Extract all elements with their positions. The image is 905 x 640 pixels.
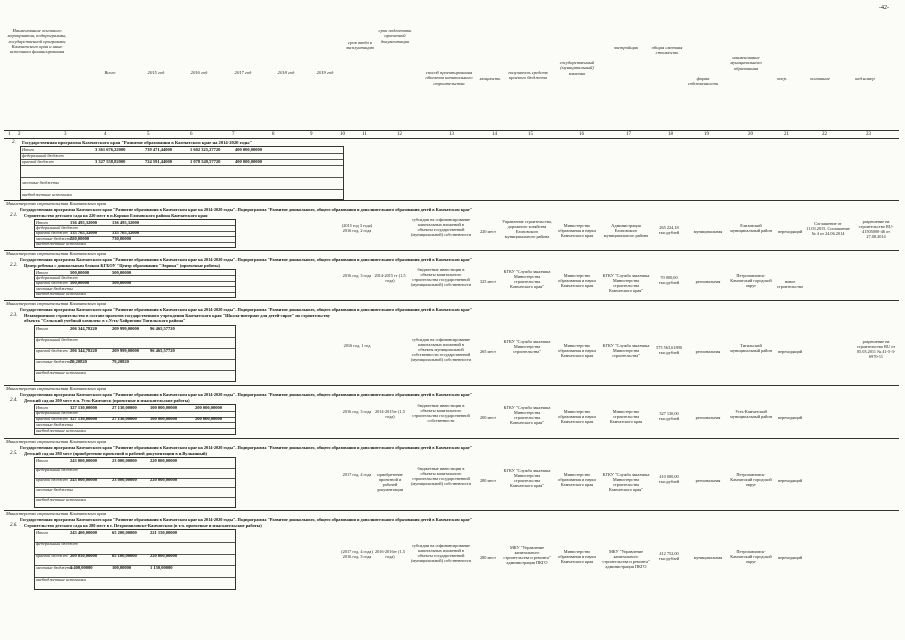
row-divider [4,250,899,251]
colnum: 8 [272,132,275,137]
fin-label-local: местные бюджеты [36,285,73,291]
developer: МКУ "Управление капитального строительства и ремонта" администрации ПКГО [602,548,650,570]
item-title: Центр ребенка с дошкольным блоком КГБОУ "Центр образования "Эврика" (проектные работы) [24,263,220,268]
fin-mb-value: 730,00000 [112,235,132,241]
fin-total-value: 27 130,00000 [112,404,137,410]
capacity: 265 мест [479,348,497,354]
colnum: 1 [8,132,11,137]
ownership-form: региональная [695,414,721,420]
fin-kb-value: 500,00000 [70,280,90,286]
fin-label-total: Итого [22,147,35,152]
item-number: 2.3. [10,313,18,318]
fin-kb-value: 243 000,00000 [70,477,97,483]
estimated-cost: 575 563,61890 тыс.рублей [656,344,682,355]
program-title: Государственная программа Камчатского края "Развитие образования в Камчатском крае на 2014-2020 годы". Подпрограмма "Развитие дошкольного, общего образования и дополнительного образования детей в Камчатском крае" [20,307,473,312]
header-c12: получатель средств краевого бюджета [508,70,548,81]
fin-label-federal: федеральный бюджет [36,467,78,473]
colnum: 13 [449,132,454,137]
operation-status: переходящий [777,414,803,420]
fin-kb-value: 209 999,00000 [112,347,139,353]
fin-label-regional: краевой бюджет [36,477,68,483]
header-c7: 2019 год [316,70,334,75]
fin-kb-value: 209 850,00000 [70,553,97,559]
operation-status: переходящий [777,348,803,354]
fin-label-total: Итого [36,219,49,225]
fin-label-total: Итого [36,325,49,331]
group-title: Министерство строительства Камчатского края [6,439,106,444]
customer: Министерство образования и науки Камчатского края [558,272,596,288]
customer: Министерство образования и науки Камчатского края [558,342,596,358]
fin-label-regional: краевой бюджет [36,230,68,236]
financing-method: субсидии на софинансирование капитальных вложений в объекты муниципальной собственности государственной (муниципальной) собственности [411,336,471,363]
estimated-cost: 70 000,00 тыс.рублей [658,274,680,285]
fin-mb-value: 1 150,00000 [150,564,173,570]
basis: Соглашение от 11.03.2015, Соглашение № 4 от 24.06.2014 [806,220,850,236]
fin-label-federal: федеральный бюджет [36,224,78,230]
header-c6: 2018 год [277,70,295,75]
fin-label-offbudget: внебюджетные источники [22,192,72,197]
header-c1: Наименование основного мероприятия, подпрограммы, государственной программы Камчатского края и иные источники финансирования [7,28,67,55]
developer: КГКУ "Служба заказчика Министерства строительства Камчатского края" [602,471,650,493]
item-number: 2.1. [10,213,18,218]
header-c16: форма собственности [687,76,719,87]
fin-kb-value: 135 765,32000 [70,230,97,236]
header-c10: способ проектирования объектов капитального строительства [425,70,473,86]
capacity: 325 мест [479,278,497,284]
program-title: Государственная программа Камчатского края "Развитие образования в Камчатском крае на 2014-2020 годы". Подпрограмма "Развитие дошкольного, общего образования и дополнительного образования детей в Камчатском крае" [20,517,473,522]
program-title: Государственная программа Камчатского края "Развитие образования в Камчатском крае на 2014-2020 годы". Подпрограмма "Развитие дошкольного, общего образования и дополнительного образования детей в Камчатском крае" [20,392,473,397]
fin-label-regional: краевой бюджет [36,553,68,559]
operation-status: переходящий [777,554,803,560]
kb-2017: 400 000,00000 [235,159,262,164]
header-c3: 2015 год [147,70,165,75]
colnum: 23 [866,132,871,137]
fin-label-regional: краевой бюджет [36,280,68,286]
fin-kb-value: 96 465,57720 [150,347,175,353]
fin-total-value: 500,00000 [70,269,90,275]
fin-total-value: 206 344,78220 [70,325,97,331]
group-title: Министерство строительства Камчатского края [6,386,106,391]
fin-label-total: Итого [36,457,49,463]
colnum: 19 [704,132,709,137]
fin-kb-value: 206 344,78220 [70,347,97,353]
estimated-cost: 327 130,00 тыс.рублей [658,410,680,421]
program-title: Государственная программа Камчатского края "Развитие образования в Камчатском крае на 2014-2020 годы". Подпрограмма "Развитие дошкольного, общего образования и дополнительного образования детей в Камчатском крае" [20,445,473,450]
item-title: Строительство детского сада на 220 мест в п.Коряки Елизовского района Камчатского края [24,213,208,218]
capacity: 280 мест [479,554,497,560]
header-c15: общая сметная стоимость [651,45,683,56]
fin-total-value: 23 000,00000 [112,457,137,463]
commission-date: (2017 год, 4 года) 2016 год, 3 года [341,548,373,559]
financing-method: бюджетные инвестиции в объекты капитального строительства государственной (муниципальной) собственности [411,266,471,288]
municipality: Петропавловск-Камчатский городской округ [730,548,772,564]
fin-label-total: Итого [36,529,49,535]
customer: Министерство образования и науки Камчатского края [558,548,596,564]
item-title: Детский сад на 280 мест (приобретение проектной и рабочей документации в п.Вулканный) [24,451,207,456]
fin-mb-value: 79,20820 [70,358,87,364]
capacity: 200 мест [479,414,497,420]
colnum: 10 [340,132,345,137]
fin-label-regional: краевой бюджет [36,347,68,353]
colnum: 2 [18,132,21,137]
header-c4: 2016 год [190,70,208,75]
program-title: Государственная программа Камчатского края "Развитие образования в Камчатском крае на 2014-2020 годы" [22,140,253,145]
header-c18: опер. [776,76,788,81]
design-period: 2014-2015 гг (1,5 года) [374,272,406,283]
colnum: 15 [528,132,533,137]
colnum: 3 [64,132,67,137]
fin-kb-value: 100 000,00000 [150,416,177,422]
item-title: Детский сад на 200 мест в п. Усть-Камчатск (проектные и изыскательские работы) [24,398,190,403]
group-title: Министерство строительства Камчатского края [6,201,106,206]
colnum: 18 [668,132,673,137]
row-divider [4,385,899,386]
fin-mb-value: 3 400,00000 [70,564,93,570]
permit-number: разрешение на строительство RU от 05.03.2011 № 41-5-3-6970-11 [856,338,896,360]
colnum: 22 [822,132,827,137]
colnum: 5 [147,132,150,137]
colnum: 7 [232,132,235,137]
colnum: 12 [397,132,402,137]
head-total: 3 361 676,22000 [95,147,126,152]
header-c11: мощность [479,76,501,81]
fin-label-local: местные бюджеты [36,421,73,427]
commission-date: (2015 год 3 года) 2016 год, 2 года [341,222,373,233]
colnum: 9 [310,132,313,137]
customer: Министерство образования и науки Камчатского края [558,471,596,487]
kb-2016: 1 078 549,57720 [190,159,221,164]
design-period: 2016-2016гг (1,5 года) [374,548,406,559]
financing-method: бюджетные инвестиции в объекты капитального строительства государственной (муниципальной) собственности [411,465,471,487]
colnum: 14 [492,132,497,137]
capacity: 220 мест [479,228,497,234]
operation-status: новое строительство [776,278,804,289]
fin-kb-value: 327 130,00000 [70,416,97,422]
fin-label-federal: федеральный бюджет [22,153,64,158]
financing-method: субсидии на софинансирование капитальных вложений в объекты государственной (муниципальной) собственности [411,216,471,238]
municipality: Елизовский муниципальный район [730,222,772,233]
design-period: 2014-2015гг (1,5 года) [374,408,406,419]
colnum: 4 [104,132,107,137]
ownership-form: региональная [695,348,721,354]
group-title: Министерство строительства Камчатского края [6,251,106,256]
customer: Министерство образования и науки Камчатского края [558,222,596,238]
commission-date: 2016 год, 3 года [342,408,372,414]
budget-recipient: КГКУ "Служба заказчика Министерства строительства Камчатского края" [503,404,551,426]
commission-date: 2016 год, 3 года [342,272,372,278]
financing-method: субсидии на софинансирование капитальных вложений в объекты государственной (муниципальной) собственности [411,542,471,564]
header-c5: 2017 год [234,70,252,75]
fin-label-offbudget: внебюджетные источники [36,291,86,297]
developer: Министерство строительства Камчатского края [609,408,643,424]
fin-total-value: 100 000,00000 [150,404,177,410]
fin-label-federal: федеральный бюджет [36,410,78,416]
head-2016: 1 602 325,27720 [190,147,221,152]
fin-mb-value: 100,00000 [112,564,132,570]
fin-label-local: местные бюджеты [36,564,73,570]
program-title: Государственная программа Камчатского края "Развитие образования в Камчатском крае на 2014-2020 годы". Подпрограмма "Развитие дошкольного, общего образования и дополнительного образования детей в Камчатском крае" [20,257,473,262]
group-title: Министерство строительства Камчатского края [6,511,106,516]
budget-recipient: КГКУ "Служба заказчика Министерства строительства Камчатского края" [503,467,551,489]
fin-label-offbudget: внебюджетные источники [36,576,86,582]
capacity: 280 мест [479,477,497,483]
item-number: 2.2. [10,263,18,268]
colnum: 21 [784,132,789,137]
fin-total-value: 209 999,00000 [112,325,139,331]
header-c8: срок ввода в эксплуатацию [345,40,375,51]
budget-recipient: Управление строительства, дорожного хозяйства Елизовского муниципального района [502,218,552,240]
fin-total-value: 136 495,32000 [112,219,139,225]
header-c20: кад.номер [855,76,875,81]
header-c17: наименование муниципального образования [730,55,762,71]
financing-method: бюджетные инвестиции в объекты капитального строительства государственной собственности [412,402,470,424]
fin-label-offbudget: внебюджетные источники [36,496,86,502]
row-divider [4,200,899,201]
head-2015: 739 471,44000 [145,147,172,152]
fin-total-value: 65 200,00000 [112,529,137,535]
item-number: 2. [12,140,16,145]
estimated-cost: 265 224,18 тыс.рублей [658,224,680,235]
budget-recipient: МКУ "Управление капитального строительства и ремонта" администрации ПКГО [503,544,551,566]
column-number-row [4,130,899,139]
commission-date: 2017 год, 4 года [342,471,372,477]
operation-status: переходящий [777,228,803,234]
fin-label-local: местные бюджеты [36,235,73,241]
estimated-cost: 412 752,00 тыс.рублей [658,550,680,561]
developer: КГКУ "Служба заказчика Министерства строительства Камчатского края" [602,272,650,294]
header-c14: застройщик [613,45,639,50]
developer: Администрация Елизовского муниципального района [603,222,649,238]
fin-label-offbudget: внебюджетные источники [36,427,86,433]
ownership-form: региональная [695,477,721,483]
municipality: Петропавловск-Камчатский городской округ [730,272,772,288]
fin-label-federal: федеральный бюджет [36,274,78,280]
fin-label-regional: краевой бюджет [22,159,54,164]
fin-kb-value: 200 000,00000 [195,416,222,422]
fin-kb-value: 135 765,32000 [112,230,139,236]
customer: Министерство образования и науки Камчатского края [558,408,596,424]
fin-label-federal: федеральный бюджет [36,336,78,342]
group-title: Министерство строительства Камчатского края [6,301,106,306]
head-2017: 400 000,00000 [235,147,262,152]
table-header [0,0,905,130]
item-number: 2.4. [10,398,18,403]
kb-total: 3 327 558,82000 [95,159,126,164]
colnum: 11 [362,132,367,137]
estimated-cost: 410 000,00 тыс.рублей [658,473,680,484]
fin-total-value: 243 400,00000 [70,529,97,535]
fin-label-total: Итого [36,404,49,410]
municipality: Тигильский муниципальный район [730,342,772,353]
ownership-form: муниципальная [693,228,723,234]
item-title: Незавершенное строительство в составе проектов государственного учреждения Камчатского края "Школа-интернат для детей-сирот" по строительству объекта "Сельский учебный комплекс в с.Усть-Хайрюзово Тигильского района" [24,313,330,324]
fin-total-value: 500,00000 [112,269,132,275]
fin-mb-value: 730,00000 [70,235,90,241]
fin-label-local: местные бюджеты [22,180,59,185]
commission-date: 2016 год, 1 год [343,342,371,348]
budget-recipient: КГКУ "Служба заказчика Министерства строительства Камчатского края" [503,268,551,290]
page-number: -42- [879,5,889,11]
fin-total-value: 221 150,00000 [150,529,177,535]
ownership-form: региональная [695,278,721,284]
row-divider [4,300,899,301]
colnum: 17 [626,132,631,137]
fin-total-value: 200 000,00000 [195,404,222,410]
fin-total-value: 96 465,57720 [150,325,175,331]
fin-total-value: 220 000,00000 [150,457,177,463]
operation-status: переходящий [777,477,803,483]
fin-kb-value: 220 000,00000 [150,553,177,559]
developer: КГКУ "Служба заказчика Министерства строительства" [602,342,650,358]
fin-label-offbudget: внебюджетные источники [36,369,86,375]
fin-kb-value: 500,00000 [112,280,132,286]
fin-label-federal: федеральный бюджет [36,541,78,547]
colnum: 16 [579,132,584,137]
municipality: Петропавловск-Камчатский городской округ [730,471,772,487]
fin-label-offbudget: внебюджетные источники [36,241,86,247]
fin-mb-value: 79,20820 [112,358,129,364]
fin-label-regional: краевой бюджет [36,416,68,422]
item-number: 2.6. [10,523,18,528]
fin-kb-value: 65 100,00000 [112,553,137,559]
fin-label-local: местные бюджеты [36,358,73,364]
item-title: Строительство детского сада на 280 мест в г. Петропавловске-Камчатском (в т.ч. проектные и изыскательские работы) [24,523,262,528]
program-title: Государственная программа Камчатского края "Развитие образования в Камчатском крае на 2014-2020 годы". Подпрограмма "Развитие дошкольного, общего образования и дополнительного образования детей в Камчатском крае" [20,207,473,212]
fin-kb-value: 27 130,00000 [112,416,137,422]
colnum: 6 [190,132,193,137]
row-divider [4,510,899,511]
fin-kb-value: 220 000,00000 [150,477,177,483]
fin-label-total: Итого [36,269,49,275]
colnum: 20 [748,132,753,137]
header-c19: основание [810,76,830,81]
header-c9: срок подготовки проектной документации [378,28,412,44]
fin-total-value: 327 130,00000 [70,404,97,410]
fin-label-local: местные бюджеты [36,486,73,492]
header-c2: Всего [104,70,116,75]
header-c13: государственный (муниципальный) заказчик [559,60,595,76]
design-period: приобретение проектной и рабочей документации [376,471,404,493]
municipality: Усть-Камчатский муниципальный район [730,408,772,419]
permit-number: разрешение на строительство RU-41505000-46 от 27.08.2014 [858,218,894,240]
kb-2015: 724 591,44000 [145,159,172,164]
fin-total-value: 136 495,32000 [70,219,97,225]
fin-total-value: 243 000,00000 [70,457,97,463]
fin-kb-value: 23 000,00000 [112,477,137,483]
ownership-form: муниципальная [693,554,723,560]
budget-recipient: КГКУ "Служба заказчика Министерства строительства" [503,338,551,354]
item-number: 2.5. [10,451,18,456]
row-divider [4,438,899,439]
